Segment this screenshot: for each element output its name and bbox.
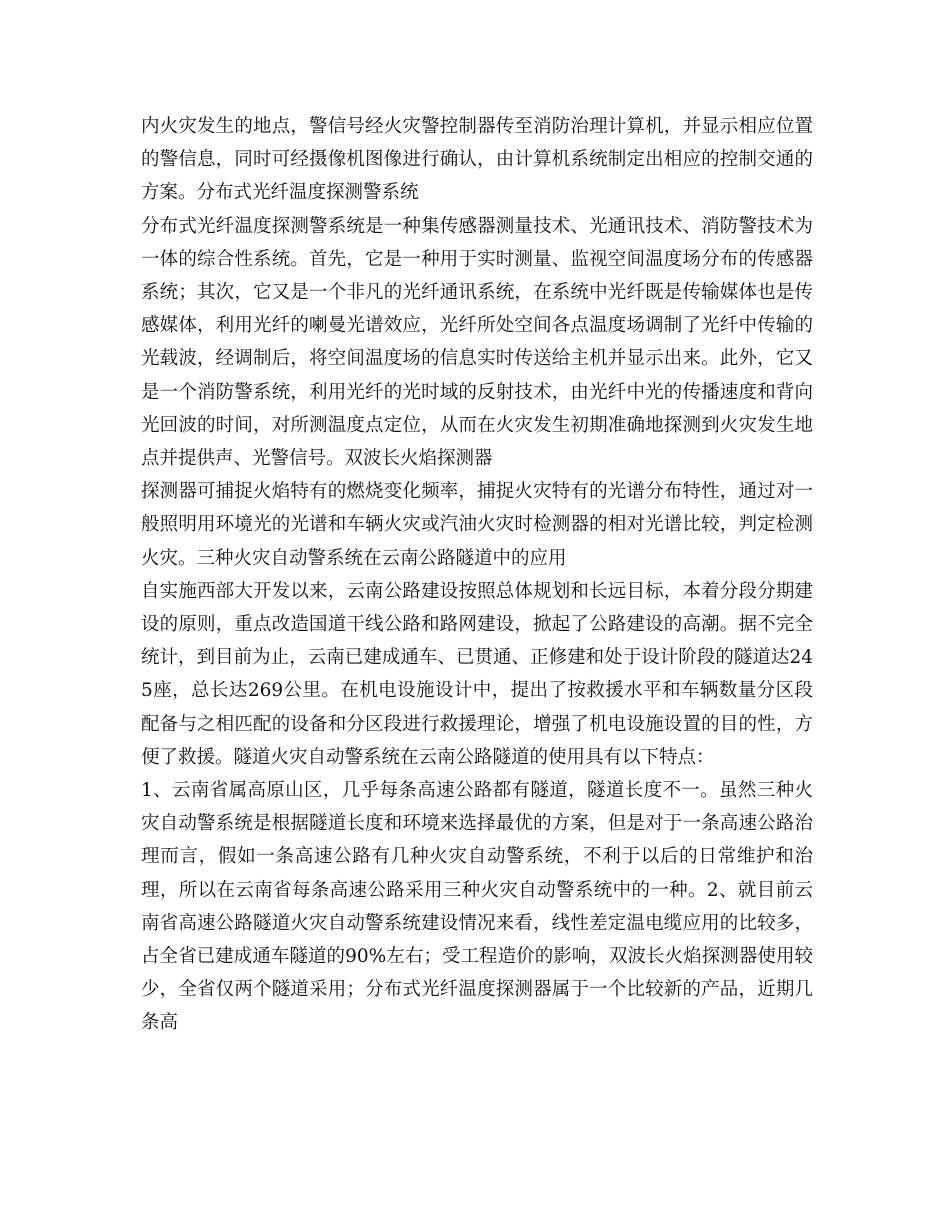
paragraph-1: 内火灾发生的地点，警信号经火灾警控制器传至消防治理计算机，并显示相应位置的警信息，同时可经摄像机图像进行确认，由计算机系统制定出相应的控制交通的方案。分布式光纤温度探测警系统 (141, 116, 813, 204)
document-body (141, 110, 813, 1040)
paragraph-3: 探测器可捕捉火焰特有的燃烧变化频率，捕捉火灾特有的光谱分布特性，通过对一般照明用环境光的光谱和车辆火灾或汽油火灾时检测器的相对光谱比较，判定检测火灾。三种火灾自动警系统在云南公路隧道中的应用 (141, 481, 813, 569)
paragraph-2: 分布式光纤温度探测警系统是一种集传感器测量技术、光通讯技术、消防警技术为一体的综合性系统。首先，它是一种用于实时测量、监视空间温度场分布的传感器系统；其次，它又是一个非凡的光纤通讯系统，在系统中光纤既是传输媒体也是传感媒体，利用光纤的喇曼光谱效应，光纤所处空间各点温度场调制了光纤中传输的光载波，经调制后，将空间温度场的信息实时传送给主机并显示出来。此外，它又是一个消防警系统，利用光纤的光时域的反射技术，由光纤中光的传播速度和背向光回波的时间，对所测温度点定位，从而在火灾发生初期准确地探测到火灾发生地点并提供声、光警信号。双波长火焰探测器 (141, 215, 813, 470)
paragraph-5: 1、云南省属高原山区，几乎每条高速公路都有隧道，隧道长度不一。虽然三种火灾自动警系统是根据隧道长度和环境来选择最优的方案，但是对于一条高速公路治理而言，假如一条高速公路有几种火灾自动警系统，不利于以后的日常维护和治理，所以在云南省每条高速公路采用三种火灾自动警系统中的一种。2、就目前云南省高速公路隧道火灾自动警系统建设情况来看，线性差定温电缆应用的比较多，占全省已建成通车隧道的90%左右；受工程造价的影响，双波长火焰探测器使用较少，全省仅两个隧道采用；分布式光纤温度探测器属于一个比较新的产品，近期几条高 (141, 780, 813, 1034)
paragraph-4: 自实施西部大开发以来，云南公路建设按照总体规划和长远目标，本着分段分期建设的原则，重点改造国道干线公路和路网建设，掀起了公路建设的高潮。据不完全统计，到目前为止，云南已建成通车、已贯通、正修建和处于设计阶段的隧道达245座，总长达269公里。在机电设施设计中，提出了按救援水平和车辆数量分区段配备与之相匹配的设备和分区段进行救援理论，增强了机电设施设置的目的性，方便了救援。隧道火灾自动警系统在云南公路隧道的使用具有以下特点： (141, 580, 813, 768)
